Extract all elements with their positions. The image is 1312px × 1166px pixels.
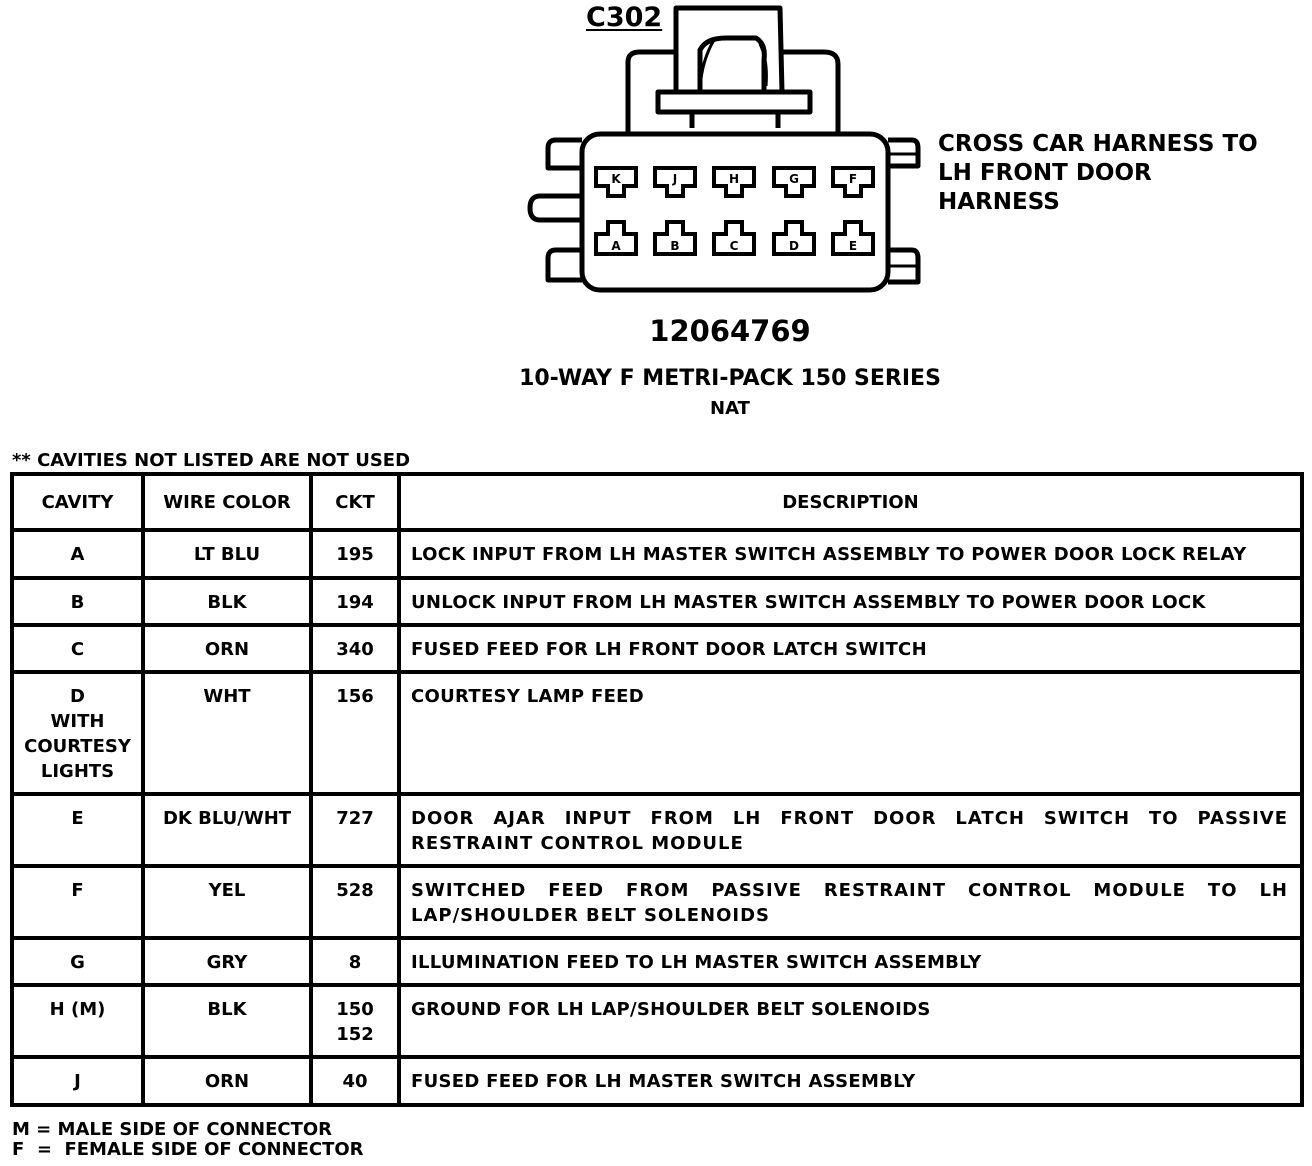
cavity-cell: B [12,578,143,625]
cavities-note: ** CAVITIES NOT LISTED ARE NOT USED [12,450,411,471]
cavity-cell [12,672,143,794]
pin-label: C [729,239,739,253]
table-row [12,866,1302,938]
table-row [12,530,1302,578]
pin-cavity-e [833,222,873,254]
pin-cavity-g [774,168,814,196]
description-cell: COURTESY LAMP FEED [399,672,1302,794]
cavity-cell: J [12,1057,143,1105]
wire-color-cell: DK BLU/WHT [143,794,311,866]
part-number: 12064769 [649,314,811,348]
cavity-d-label: D [70,686,85,707]
connector-latch [658,8,810,128]
cavity-cell: A [12,530,143,578]
pin-label: D [789,239,799,253]
wire-color-cell: BLK [143,985,311,1057]
pinout-table [10,472,1304,1107]
cavity-cell: H (M) [12,985,143,1057]
pin-cavity-f [833,168,873,196]
table-row [12,578,1302,625]
cavity-cell: F [12,866,143,938]
pin-label: A [611,239,621,253]
ckt-cell: 40 [311,1057,399,1105]
connector-id: C302 [586,2,663,33]
wire-color-cell: ORN [143,1057,311,1105]
pin-label: G [789,172,799,186]
cavity-cell: E [12,794,143,866]
connector-legend [12,1120,364,1160]
ckt-cell: 8 [311,938,399,985]
description-cell: UNLOCK INPUT FROM LH MASTER SWITCH ASSEMBLY TO POWER DOOR LOCK [399,578,1302,625]
header-ckt: CKT [311,474,399,530]
pin-cavity-j [655,168,695,196]
pin-label: B [670,239,680,253]
harness-description: CROSS CAR HARNESS TO LH FRONT DOOR HARNESS [938,131,1258,215]
table-row [12,794,1302,866]
connector-body [582,134,888,290]
table-row [12,1057,1302,1105]
ckt-cell: 528 [311,866,399,938]
legend-male: M = MALE SIDE OF CONNECTOR [12,1119,333,1140]
description-cell: FUSED FEED FOR LH FRONT DOOR LATCH SWITCH [399,625,1302,672]
description-cell: ILLUMINATION FEED TO LH MASTER SWITCH ASSEMBLY [399,938,1302,985]
ckt-cell: 340 [311,625,399,672]
ckt-cell: 195 [311,530,399,578]
description-cell: DOOR AJAR INPUT FROM LH FRONT DOOR LATCH SWITCH TO PASSIVE RESTRAINT CONTROL MODULE [399,794,1302,866]
table-row [12,938,1302,985]
pin-cavity-h [714,168,754,196]
cavity-cell: G [12,938,143,985]
header-wire-color: WIRE COLOR [143,474,311,530]
wire-color-cell: YEL [143,866,311,938]
header-cavity: CAVITY [12,474,143,530]
pin-cavity-d [774,222,814,254]
header-description: DESCRIPTION [399,474,1302,530]
connector-color: NAT [710,398,750,419]
pin-cavity-a [596,222,636,254]
pin-label: F [848,172,858,186]
pin-cavity-c [714,222,754,254]
ckt-values: 150 152 [336,999,374,1045]
cavity-d-qualifier: WITH COURTESY LIGHTS [24,711,131,782]
table-row [12,985,1302,1057]
description-cell: FUSED FEED FOR LH MASTER SWITCH ASSEMBLY [399,1057,1302,1105]
ckt-cell: 194 [311,578,399,625]
ckt-cell: 727 [311,794,399,866]
pin-cavity-k [596,168,636,196]
table-row [12,625,1302,672]
wire-color-cell: ORN [143,625,311,672]
table-row [12,672,1302,794]
description-cell: LOCK INPUT FROM LH MASTER SWITCH ASSEMBLY TO POWER DOOR LOCK RELAY [399,530,1302,578]
description-cell: GROUND FOR LH LAP/SHOULDER BELT SOLENOIDS [399,985,1302,1057]
pin-cavity-b [655,222,695,254]
description-cell: SWITCHED FEED FROM PASSIVE RESTRAINT CONTROL MODULE TO LH LAP/SHOULDER BELT SOLENOIDS [399,866,1302,938]
legend-female: F = FEMALE SIDE OF CONNECTOR [12,1139,364,1160]
wire-color-cell: BLK [143,578,311,625]
ckt-cell: 156 [311,672,399,794]
connector-series: 10-WAY F METRI-PACK 150 SERIES [519,366,941,391]
pin-label: H [728,172,740,186]
wire-color-cell: WHT [143,672,311,794]
pin-label: K [611,172,621,186]
pin-label: E [848,239,858,253]
cavity-cell: C [12,625,143,672]
table-header-row [12,474,1302,530]
wire-color-cell: LT BLU [143,530,311,578]
pin-label: J [672,172,678,186]
wire-color-cell: GRY [143,938,311,985]
ckt-cell [311,985,399,1057]
